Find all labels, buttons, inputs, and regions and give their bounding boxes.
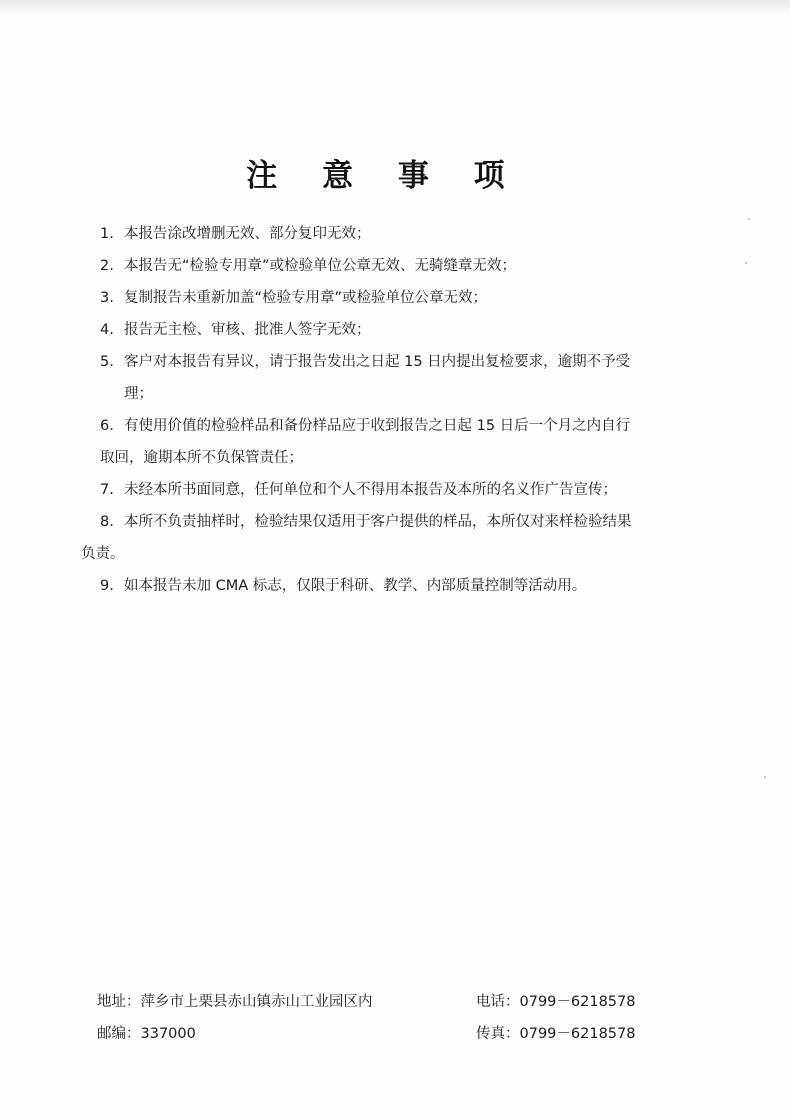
notice-number: 5. bbox=[100, 354, 114, 370]
footer-row bbox=[97, 988, 657, 1020]
notice-item bbox=[100, 314, 710, 346]
notice-item bbox=[100, 410, 710, 474]
notice-number: 6. bbox=[100, 418, 114, 434]
notice-list bbox=[81, 218, 710, 602]
scan-speck bbox=[745, 262, 747, 264]
scan-speck bbox=[748, 218, 750, 220]
notice-text-line1: 有使用价值的检验样品和备份样品应于收到报告之日起 15 日后一个月之内自行 bbox=[124, 418, 631, 434]
scan-top-edge bbox=[0, 0, 790, 14]
notice-number: 8. bbox=[100, 514, 114, 530]
notice-item bbox=[81, 506, 710, 570]
notice-text: 本报告涂改增删无效、部分复印无效； bbox=[124, 226, 371, 242]
notice-number: 4. bbox=[100, 322, 114, 338]
notice-number: 2. bbox=[100, 258, 114, 274]
notice-item bbox=[100, 218, 710, 250]
page-title: 注 意 事 项 bbox=[246, 158, 522, 194]
notice-text-line1: 本所不负责抽样时，检验结果仅适用于客户提供的样品，本所仅对来样检验结果 bbox=[124, 514, 632, 530]
notice-text: 复制报告未重新加盖“检验专用章”或检验单位公章无效； bbox=[124, 290, 488, 306]
notice-item bbox=[100, 474, 710, 506]
notice-text: 如本报告未加 CMA 标志，仅限于科研、教学、内部质量控制等活动用。 bbox=[124, 578, 587, 594]
notice-text: 报告无主检、审核、批准人签字无效； bbox=[124, 322, 371, 338]
notice-text-line1: 客户对本报告有异议，请于报告发出之日起 15 日内提出复检要求，逾期不予受 bbox=[124, 354, 631, 370]
notice-item bbox=[100, 250, 710, 282]
footer-row bbox=[97, 1020, 657, 1052]
notice-number: 3. bbox=[100, 290, 114, 306]
postcode-text: 邮编：337000 bbox=[97, 1026, 196, 1042]
notice-text: 本报告无“检验专用章”或检验单位公章无效、无骑缝章无效； bbox=[124, 258, 517, 274]
notice-item bbox=[100, 346, 710, 410]
notice-text-line2: 理； bbox=[124, 386, 153, 402]
notice-number: 7. bbox=[100, 482, 114, 498]
address-text: 地址：萍乡市上栗县赤山镇赤山工业园区内 bbox=[97, 994, 373, 1010]
notice-item bbox=[100, 570, 710, 602]
notice-item bbox=[100, 282, 710, 314]
phone-text: 电话：0799－6218578 bbox=[476, 994, 636, 1010]
notice-text-line2: 取回，逾期本所不负保管责任； bbox=[100, 450, 303, 466]
notice-number: 9. bbox=[100, 578, 114, 594]
fax-text: 传真：0799－6218578 bbox=[476, 1026, 636, 1042]
notice-number: 1. bbox=[100, 226, 114, 242]
notice-text-line2: 负责。 bbox=[81, 546, 125, 562]
notice-text: 未经本所书面同意，任何单位和个人不得用本报告及本所的名义作广告宣传； bbox=[124, 482, 617, 498]
footer-contact bbox=[97, 988, 657, 1052]
scan-speck bbox=[764, 776, 766, 778]
